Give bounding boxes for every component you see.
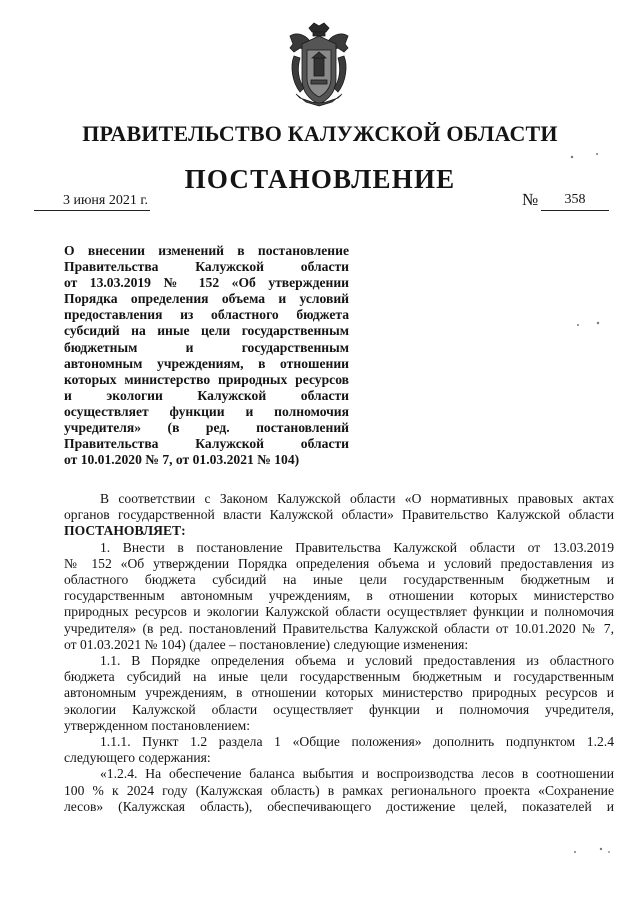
subject-line: осуществляет функции и полномочия <box>64 403 349 419</box>
document-subject <box>64 243 349 468</box>
subject-line: субсидий на иные цели государственным <box>64 323 349 339</box>
body-line: 1.1.1. Пункт 1.2 раздела 1 «Общие положения» дополнить подпунктом 1.2.4 <box>100 734 614 750</box>
body-line: органов государственной власти Калужской области» Правительство Калужской области <box>64 507 614 523</box>
body-line: № 152 «Об утверждении Порядка определения объема и условий предоставления из <box>64 555 614 571</box>
body-line: бюджета субсидий на иные цели государственным бюджетным и государственным <box>64 669 614 685</box>
body-line: учредителя» (в ред. постановлений Правительства Калужской области от 10.01.2020 № 7, <box>64 620 614 636</box>
number-label: № <box>522 190 539 209</box>
body-line: В соответствии с Законом Калужской области «О нормативных правовых актах <box>100 491 614 506</box>
document-body <box>64 491 614 815</box>
document-type-title: ПОСТАНОВЛЕНИЕ <box>184 164 456 194</box>
body-line: «1.2.4. На обеспечение баланса выбытия и воспроизводства лесов в соотношении <box>100 766 614 782</box>
subject-line: бюджетным и государственным <box>64 339 349 355</box>
subject-line: автономным учреждениям, в отношении <box>64 355 349 371</box>
body-line: государственным автономным учреждениям, в отношении которых министерство <box>64 588 614 604</box>
body-line: лесов» (Калужская область), обеспечивающего достижение целей, показателей и <box>64 798 614 814</box>
body-line: автономным учреждениям, в отношении которых министерство природных ресурсов и <box>64 685 614 701</box>
body-line: 1.1. В Порядке определения объема и условий предоставления из областного <box>100 653 614 669</box>
coat-of-arms-emblem <box>282 22 356 108</box>
body-line: экологии Калужской области осуществляет функции и полномочия учредителя, <box>64 701 614 717</box>
body-line: природных ресурсов и экологии Калужской области осуществляет функции и полномочия <box>64 604 614 620</box>
body-line: 1. Внести в постановление Правительства Калужской области от 13.03.2019 <box>100 539 614 555</box>
body-line: утвержденном постановлением: <box>64 717 251 733</box>
subject-line: и экологии Калужской области <box>64 387 349 403</box>
subject-line: Правительства Калужской области <box>64 259 349 275</box>
body-line: 100 % к 2024 году (Калужская область) в рамках регионального проекта «Сохранение <box>64 782 614 798</box>
subject-line: О внесении изменений в постановление <box>64 243 349 258</box>
subject-line: Порядка определения объема и условий <box>64 291 349 307</box>
body-line-resolution: ПОСТАНОВЛЯЕТ: <box>64 523 186 539</box>
subject-line: Правительства Калужской области <box>64 436 349 452</box>
subject-line: от 10.01.2020 № 7, от 01.03.2021 № 104) <box>64 452 300 468</box>
government-title: ПРАВИТЕЛЬСТВО КАЛУЖСКОЙ ОБЛАСТИ <box>82 121 558 146</box>
body-line: областного бюджета субсидий на иные цели государственным бюджетным и <box>64 572 614 588</box>
document-date: 3 июня 2021 г. <box>62 193 148 208</box>
subject-line: которых министерство природных ресурсов <box>64 371 349 387</box>
subject-line: предоставления из областного бюджета <box>64 307 349 323</box>
document-date-field <box>34 192 150 211</box>
subject-line: от 13.03.2019 № 152 «Об утверждении <box>64 275 349 291</box>
body-line: следующего содержания: <box>64 750 211 766</box>
document-number: 358 <box>541 192 609 211</box>
subject-line: учредителя» (в ред. постановлений <box>64 420 349 436</box>
body-line: от 01.03.2021 № 104) (далее – постановление) следующие изменения: <box>64 636 469 652</box>
